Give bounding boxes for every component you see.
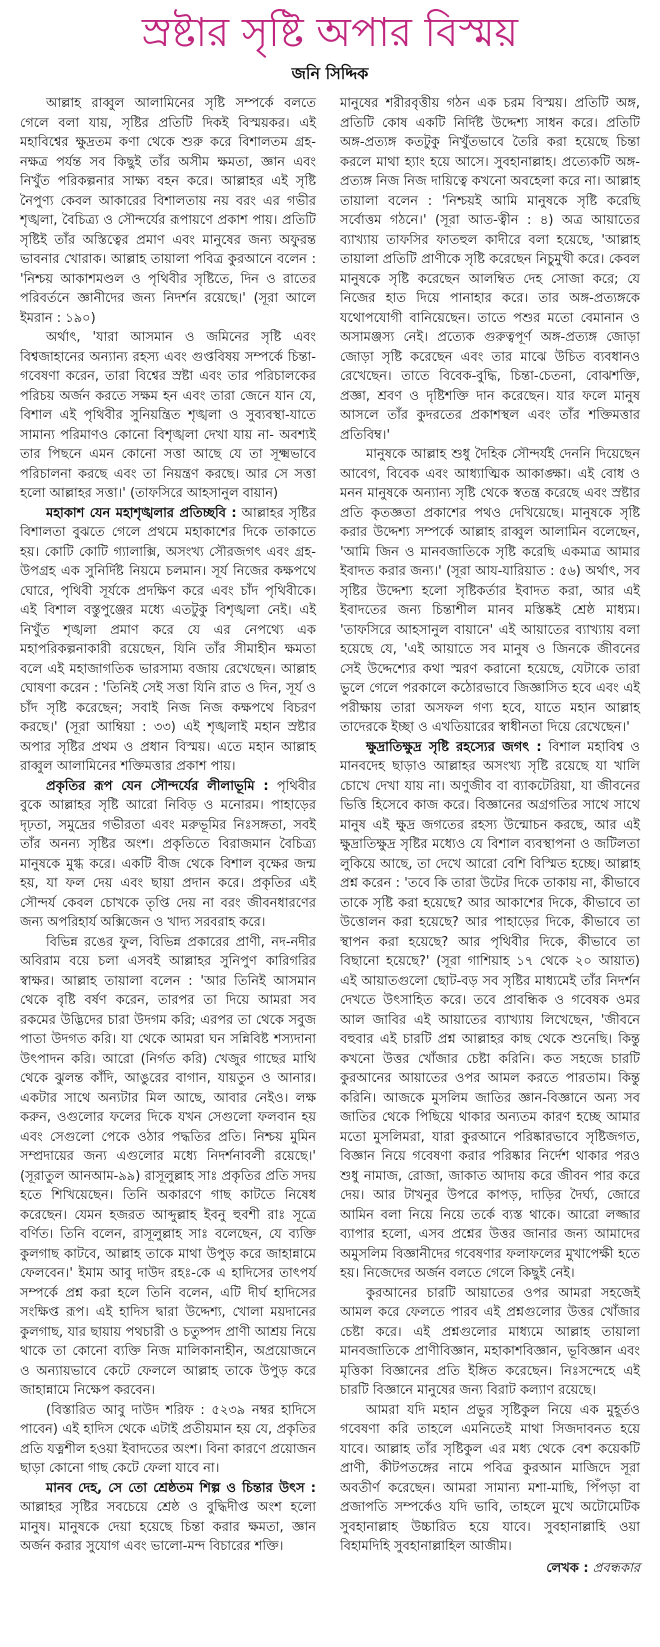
signature-label: লেখক : <box>546 1560 589 1576</box>
paragraph-text: আমরা যদি মহান প্রভুর সৃষ্টিকুল নিয়ে এক মুহূর্তও গবেষণা করি তাহলে এমনিতেই মাথা সিজদাবনত হয়ে যাবে। আল্লাহ তাঁর সৃষ্টিকুল এর মধ্য থেকে বেশ কয়েকটি প্রাণী, কীটপতঙ্গের নামে পবিত্র কুরআন মাজিদে সূরা অবতীর্ণ করেছেন। আমরা সামান্য মশা-মাছি, পিঁপড়া বা প্রজাপতি সম্পর্কেও যদি ভাবি, তাহলে মুখে অটোমেটিক সুবহানাল্লাহ উচ্চারিত হয়ে যাবে। সুবহানাল্লাহি ওয়া বিহামদিহি সুবহানাল্লাহিল আজীম। <box>340 1402 640 1554</box>
paragraph <box>20 328 316 504</box>
paragraph <box>20 933 316 1401</box>
paragraph <box>340 445 640 738</box>
author-signature <box>340 1559 640 1579</box>
section-heading: প্রকৃতির রূপ যেন সৌন্দর্যের লীলাভূমি : <box>46 778 269 794</box>
section-heading: মহাকাশ যেন মহাশৃঙ্খলার প্রতিচ্ছবি : <box>46 505 237 521</box>
paragraph-text: আল্লাহর সৃষ্টির বিশালতা বুঝতে গেলে প্রথমে মহাকাশের দিকে তাকাতে হয়। কোটি কোটি গ্যালাক্সি, অসংখ্য সৌরজগৎ এবং গ্রহ-উপগ্রহ এক সুনির্দিষ্ট নিয়মে চলমান। সূর্য নিজের কক্ষপথে ঘোরে, পৃথিবী সূর্যকে প্রদক্ষিণ করে এবং চাঁদ পৃথিবীকে। এই বিশাল বস্তুপুঞ্জের মধ্যে এতটুকু বিশৃঙ্খলা নেই। এই নিখুঁত শৃঙ্খলা প্রমাণ করে যে এর নেপথ্যে এক মহাপরিকল্পনাকারী রয়েছেন, যিনি তাঁর সীমাহীন ক্ষমতা বলে এই মহাজাগতিক ভারসাম্য বজায় রেখেছেন। আল্লাহ ঘোষণা করেন : 'তিনিই সেই সত্তা যিনি রাত ও দিন, সূর্য ও চাঁদ সৃষ্টি করেছেন; সবাই নিজ নিজ কক্ষপথে বিচরণ করছে।' (সূরা আম্বিয়া : ৩৩) এই শৃঙ্খলাই মহান স্রষ্টার অপার সৃষ্টির প্রথম ও প্রধান বিস্ময়। এতে মহান আল্লাহ রাব্বুল আলামিনের শক্তিমত্তার প্রকাশ পায়। <box>20 505 316 774</box>
paragraph-text: মানুষের শরীরবৃত্তীয় গঠন এক চরম বিস্ময়। প্রতিটি অঙ্গ, প্রতিটি কোষ একটি নির্দিষ্ট উদ্দেশ্য সাধন করে। প্রতিটি অঙ্গ-প্রত্যঙ্গ কতটুকু নিখুঁতভাবে তৈরি করা হয়েছে চিন্তা করলে মাথা হ্যাং হয়ে আসে। সুবহানাল্লাহ। প্রত্যেকটি অঙ্গ-প্রত্যঙ্গ নিজ নিজ দায়িত্বে কখনো অবহেলা করে না। আল্লাহ তায়ালা বলেন : 'নিশ্চয়ই আমি মানুষকে সৃষ্টি করেছি সর্বোত্তম গঠনে।' (সূরা আত-ত্বীন : ৪) অত্র আয়াতের ব্যাখ্যায় তাফসির ফাতহুল কাদীরে বলা হয়েছে, 'আল্লাহ তায়ালা প্রতিটি প্রাণীকে সৃষ্টি করেছেন নিচুমুখী করে। কেবল মানুষকে সৃষ্টি করেছেন আলম্বিত দেহ সোজা করে; যে নিজের হাত দিয়ে পানাহার করে। তার অঙ্গ-প্রত্যঙ্গকে যথোপযোগী বানিয়েছেন। তাতে পশুর মতো বেমানান ও অসামঞ্জস্য নেই। প্রত্যেক গুরুত্বপূর্ণ অঙ্গ-প্রত্যঙ্গ জোড়া জোড়া সৃষ্টি করেছেন এবং তার মাঝে উচিত ব্যবধানও রেখেছেন। তাতে বিবেক-বুদ্ধি, চিন্তা-চেতনা, বোঝশক্তি, প্রজ্ঞা, শ্রবণ ও দৃষ্টিশক্তি দান করেছেন। যার ফলে মানুষ আসলে তাঁর কুদরতের প্রকাশস্থল এবং তাঁর শক্তিমত্তার প্রতিবিম্ব।' <box>340 96 640 443</box>
paragraph <box>20 504 316 777</box>
paragraph <box>20 1401 316 1479</box>
paragraph <box>20 94 316 328</box>
paragraph-text: পৃথিবীর বুকে আল্লাহর সৃষ্টি আরো নিবিড় ও মনোরম। পাহাড়ের দৃঢ়তা, সমুদ্রের গভীরতা এবং মরুভূমির নিঃসঙ্গতা, সবই তাঁর অনন্য সৃষ্টির অংশ। প্রকৃতিতে বিরাজমান বৈচিত্র্য মানুষকে মুগ্ধ করে। একটি বীজ থেকে বিশাল বৃক্ষের জন্ম হয়, যা ফল দেয় এবং ছায়া প্রদান করে। প্রকৃতির এই সৌন্দর্য কেবল চোখকে তৃপ্তি দেয় না বরং জীবনধারণের জন্য অপরিহার্য অক্সিজেন ও খাদ্য সরবরাহ করে। <box>20 778 316 930</box>
paragraph-text: (বিস্তারিত আবু দাউদ শরিফ : ৫২৩৯ নম্বর হাদিসে পাবেন) এই হাদিস থেকে এটাই প্রতীয়মান হয় যে, প্রকৃতির প্রতি যত্নশীল হওয়া ইবাদতের অংশ। বিনা কারণে প্রয়োজন ছাড়া কোনো গাছ কেটে ফেলা যাবে না। <box>20 1402 316 1476</box>
paragraph <box>20 1479 316 1557</box>
paragraph-text: আল্লাহ রাব্বুল আলামিনের সৃষ্টি সম্পর্কে বলতে গেলে বলা যায়, সৃষ্টির প্রতিটি দিকই বিস্ময়কর। এই মহাবিশ্বের ক্ষুদ্রতম কণা থেকে শুরু করে বিশালতম গ্রহ-নক্ষত্র পর্যন্ত সব কিছুই তাঁর অসীম ক্ষমতা, জ্ঞান এবং নিখুঁত পরিকল্পনার সাক্ষ্য বহন করে। আল্লাহর এই সৃষ্টি নৈপুণ্য কেবল আকারের বিশালতায় নয় বরং এর গভীর শৃঙ্খলা, বৈচিত্র্য ও সৌন্দর্যের রূপায়ণে প্রকাশ পায়। প্রতিটি সৃষ্টিই তাঁর অস্তিত্বের প্রমাণ এবং মানুষের জন্য অফুরন্ত ভাবনার খোরাক। আল্লাহ তায়ালা পবিত্র কুরআনে বলেন : 'নিশ্চয় আকাশমণ্ডল ও পৃথিবীর সৃষ্টিতে, দিন ও রাতের পরিবর্তনে জ্ঞানীদের জন্য নিদর্শন রয়েছে।' (সূরা আলে ইমরান : ১৯০) <box>20 96 316 326</box>
paragraph <box>340 1401 640 1557</box>
paragraph-text: বিভিন্ন রঙের ফুল, বিভিন্ন প্রকারের প্রাণী, নদ-নদীর অবিরাম বয়ে চলা এসবই আল্লাহর সুনিপুণ কারিগরির স্বাক্ষর। আল্লাহ তায়ালা বলেন : 'আর তিনিই আসমান থেকে বৃষ্টি বর্ষণ করেন, তারপর তা দিয়ে আমরা সব রকমের উদ্ভিদের চারা উদগম করি; এরপর তা থেকে সবুজ পাতা উদগত করি। যা থেকে আমরা ঘন সন্নিবিষ্ট শস্যদানা উৎপাদন করি। আরো (নির্গত করি) খেজুর গাছের মাথি থেকে ঝুলন্ত কাঁদি, আঙুরের বাগান, যায়তুন ও আনার। একটার সাথে অন্যটার মিল আছে, আবার নেইও। লক্ষ করুন, ওগুলোর ফলের দিকে যখন সেগুলো ফলবান হয় এবং সেগুলো পেকে ওঠার পদ্ধতির প্রতি। নিশ্চয় মুমিন সম্প্রদায়ের জন্য এগুলোর মধ্যে নিদর্শনাবলী রয়েছে।' (সূরাতুল আনআম-৯৯) রাসূলুল্লাহ সাঃ প্রকৃতির প্রতি সদয় হতে শিখিয়েছেন। তিনি অকারণে গাছ কাটতে নিষেধ করেছেন। যেমন হজরত আব্দুল্লাহ ইবনু হুবশী রাঃ সূত্রে বর্ণিত। তিনি বলেন, রাসূলুল্লাহ সাঃ বলেছেন, যে ব্যক্তি কুলগাছ কাটবে, আল্লাহ তাকে মাথা উপুড় করে জাহান্নামে ফেলবেন।' ইমাম আবু দাউদ রহঃ-কে এ হাদিসের তাৎপর্য সম্পর্কে প্রশ্ন করা হলে তিনি বলেন, এটি দীর্ঘ হাদিসের সংক্ষিপ্ত রূপ। এই হাদিস দ্বারা উদ্দেশ্য, খোলা ময়দানের কুলগাছ, যার ছায়ায় পথচারী ও চতুষ্পদ প্রাণী আশ্রয় নিয়ে থাকে তা কোনো ব্যক্তি নিজ মালিকানাহীন, অপ্রয়োজনে ও অন্যায়ভাবে কেটে ফেললে আল্লাহ তাকে উপুড় করে জাহান্নামে নিক্ষেপ করবেন। <box>20 934 316 1398</box>
paragraph-text: মানুষকে আল্লাহ শুধু দৈহিক সৌন্দর্যই দেননি দিয়েছেন আবেগ, বিবেক এবং আধ্যাত্মিক আকাঙ্ক্ষা। এই বোধ ও মনন মানুষকে অন্যান্য সৃষ্টি থেকে স্বতন্ত্র করেছে এবং স্রষ্টার প্রতি কৃতজ্ঞতা প্রকাশের পথও দেখিয়েছে। মানুষকে সৃষ্টি করার উদ্দেশ্য সম্পর্কে আল্লাহ রাব্বুল আলামিন বলেছেন, 'আমি জিন ও মানবজাতিকে সৃষ্টি করেছি একমাত্র আমার ইবাদত করার জন্য।' (সূরা আয-যারিয়াত : ৫৬) অর্থাৎ, সব সৃষ্টির উদ্দেশ্য হলো সৃষ্টিকর্তার ইবাদত করা, আর এই ইবাদতের জন্য চিন্তাশীল মানব মস্তিষ্কই শ্রেষ্ঠ মাধ্যম। 'তাফসিরে আহসানুল বায়ানে' এই আয়াতের ব্যাখ্যায় বলা হয়েছে যে, 'এই আয়াতে সব মানুষ ও জিনকে জীবনের সেই উদ্দেশ্যের কথা স্মরণ করানো হয়েছে, যেটাকে তারা ভুলে গেলে পরকালে কঠোরভাবে জিজ্ঞাসিত হবে এবং এই পরীক্ষায় তারা অসফল গণ্য হবে, যাতে মহান আল্লাহ তাদেরকে ইচ্ছা ও এখতিয়ারের স্বাধীনতা দিয়ে রেখেছেন।' <box>340 447 640 735</box>
article-body <box>0 86 660 1578</box>
signature-value: প্রবন্ধকার <box>592 1560 640 1576</box>
article-column-left <box>20 94 316 1557</box>
article-column-right <box>340 94 640 1578</box>
paragraph-text: কুরআনের চারটি আয়াতের ওপর আমরা সহজেই আমল করে ফেলতে পারব এই প্রশ্নগুলোর উত্তর খোঁজার চেষ্টা করে। এই প্রশ্নগুলোর মাধ্যমে আল্লাহ তায়ালা মানবজাতিকে প্রাণীবিজ্ঞান, মহাকাশবিজ্ঞান, ভূবিজ্ঞান এবং মৃত্তিকা বিজ্ঞানের প্রতি ইঙ্গিত করেছেন। নিঃসন্দেহে এই চারটি বিজ্ঞানে মানুষের জন্য বিরাট কল্যাণ রয়েছে। <box>340 1285 640 1398</box>
paragraph <box>340 738 640 1284</box>
paragraph-text: অর্থাৎ, 'যারা আসমান ও জমিনের সৃষ্টি এবং বিশ্বজাহানের অন্যান্য রহস্য এবং গুপ্তবিষয় সম্পর্কে চিন্তা-গবেষণা করেন, তারা বিশ্বের স্রষ্টা এবং তার পরিচালকের পরিচয় অর্জন করতে সক্ষম হন এবং তারা জেনে যান যে, বিশাল এই পৃথিবীর সুনিয়ন্ত্রিত শৃঙ্খলা ও সুব্যবস্থা-যাতে সামান্য পরিমাণও কোনো বিশৃঙ্খলা দেখা যায় না- অবশ্যই তার পিছনে এমন কোনো সত্তা আছে যে তা সূক্ষ্মভাবে পরিচালনা করছে এবং তা নিয়ন্ত্রণ করছে। আর সে সত্তা হলো আল্লাহর সত্তা।' (তাফসিরে আহসানুল বায়ান) <box>20 330 316 501</box>
paragraph-text: আল্লাহর সৃষ্টির সবচেয়ে শ্রেষ্ঠ ও বুদ্ধিদীপ্ত অংশ হলো মানুষ। মানুষকে দেয়া হয়েছে চিন্তা করার ক্ষমতা, জ্ঞান অর্জন করার সুযোগ এবং ভালো-মন্দ বিচারের শক্তি। <box>20 1500 316 1554</box>
paragraph <box>340 94 640 445</box>
section-heading: ক্ষুদ্রাতিক্ষুদ্র সৃষ্টি রহস্যের জগৎ : <box>366 739 542 755</box>
section-heading: মানব দেহ, সে তো শ্রেষ্ঠতম শিল্প ও চিন্তার উৎস : <box>46 1480 316 1496</box>
paragraph-text: বিশাল মহাবিশ্ব ও মানবদেহ ছাড়াও আল্লাহর অসংখ্য সৃষ্টি রয়েছে যা খালি চোখে দেখা যায় না। অণুজীব বা ব্যাকটেরিয়া, যা জীবনের ভিত্তি হিসেবে কাজ করে। বিজ্ঞানের অগ্রগতির সাথে সাথে মানুষ এই ক্ষুদ্র জগতের রহস্য উন্মোচন করছে, আর এই ক্ষুদ্রাতিক্ষুদ্র সৃষ্টির মধ্যেও যে বিশাল ব্যবস্থাপনা ও জটিলতা লুকিয়ে আছে, তা দেখে আরো বেশি বিস্মিত হচ্ছে। আল্লাহ প্রশ্ন করেন : 'তবে কি তারা উটের দিকে তাকায় না, কীভাবে তাকে সৃষ্টি করা হয়েছে? আর আকাশের দিকে, কীভাবে তা উত্তোলন করা হয়েছে? আর পাহাড়ের দিকে, কীভাবে তা স্থাপন করা হয়েছে? আর পৃথিবীর দিকে, কীভাবে তা বিছানো হয়েছে?' (সূরা গাশিয়াহ ১৭ থেকে ২০ আয়াত) এই আয়াতগুলো ছোট-বড় সব সৃষ্টির মাধ্যমেই তাঁর নিদর্শন দেখতে উৎসাহিত করে। তবে প্রাবন্ধিক ও গবেষক ওমর আল জাবির এই আয়াতের ব্যাখ্যায় লিখেছেন, 'জীবনে বহুবার এই চারটি প্রশ্ন আল্লাহর কাছ থেকে শুনেছি। কিন্তু কখনো উত্তর খোঁজার চেষ্টা করিনি। কত সহজে চারটি কুরআনের আয়াতের ওপর আমল করতে পারতাম। কিন্তু করিনি। আজকে মুসলিম জাতির জ্ঞান-বিজ্ঞানে অন্য সব জাতির থেকে পিছিয়ে থাকার অন্যতম কারণ হচ্ছে আমার মতো মুসলিমরা, যারা কুরআনে পরিষ্কারভাবে সৃষ্টিজগত, বিজ্ঞান নিয়ে গবেষণা করার পরিষ্কার নির্দেশ থাকার পরও শুধু নামাজ, রোজা, জাকাত আদায় করে জীবন পার করে দেয়। আর টাখনুর উপরে কাপড়, দাড়ির দৈর্ঘ্য, জোরে আমিন বলা নিয়ে নিয়ে তর্কে ব্যস্ত থাকে। আরো লজ্জার ব্যাপার হলো, এসব প্রশ্নের উত্তর জানার জন্য আমাদের অমুসলিম বিজ্ঞানীদের গবেষণার ফলাফলের মুখাপেক্ষী হতে হয়। নিজেদের অর্জন বলতে গেলে কিছুই নেই। <box>340 739 640 1281</box>
article-title: স্রষ্টার সৃষ্টি অপার বিস্ময় <box>141 10 519 56</box>
article-author: জনি সিদ্দিক <box>291 64 369 83</box>
paragraph <box>340 1284 640 1401</box>
paragraph <box>20 777 316 933</box>
article-header <box>0 0 660 86</box>
